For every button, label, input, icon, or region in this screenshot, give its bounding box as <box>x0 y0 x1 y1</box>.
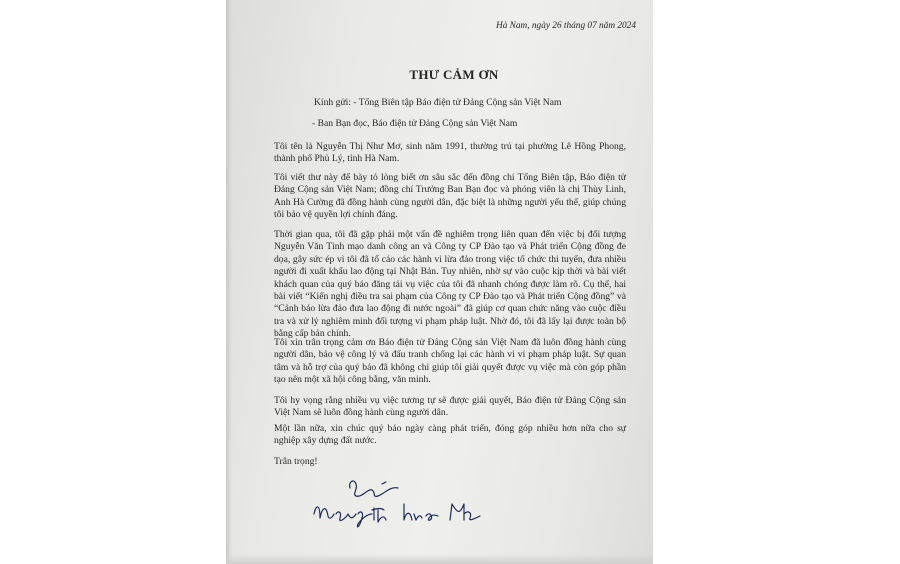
recipient-line-1: Kính gửi: - Tổng Biên tập Báo điện tử Đảng Cộng sản Việt Nam <box>314 97 562 108</box>
paragraph-thanks: Tôi xin trân trọng cảm ơn Báo điện tử Đảng Cộng sản Việt Nam đã luôn đồng hành cùng người dân, bảo vệ công lý và đấu tranh chống lại các hành vi vi phạm pháp luật. Sự quan tâm và hỗ trợ của quý báo đã không chỉ giúp tôi giải quyết được vụ việc mà còn góp phần tạo nên một xã hội công bằng, văn minh. <box>274 337 626 386</box>
paragraph-gratitude: Tôi viết thư này để bày tỏ lòng biết ơn sâu sắc đến đồng chí Tổng Biên tập, Báo điện tử Đảng Cộng sản Việt Nam; đồng chí Trưởng Ban Bạn đọc và phóng viên là chị Thùy Linh, Anh Hà Cường đã đồng hành cùng người dân, đặc biệt là những người yếu thế, giúp chúng tôi bảo vệ quyền lợi chính đáng. <box>274 172 626 221</box>
recipient-line-2: - Ban Bạn đọc, Báo điện tử Đảng Cộng sản Việt Nam <box>312 118 518 129</box>
paragraph-incident: Thời gian qua, tôi đã gặp phải một vấn đề nghiêm trọng liên quan đến việc bị đối tượng Nguyễn Văn Tình mạo danh công an và Công ty CP Đào tạo và Phát triển Cộng đồng đe dọa, gây sức ép vì tôi đã tố cáo các hành vi lừa đảo trong việc tổ chức thi tuyển, đưa nhiều người đi xuất khẩu lao động tại Nhật Bản. Tuy nhiên, nhờ sự vào cuộc kịp thời và bài viết khách quan của quý báo đăng tải vụ việc của tôi đã nhanh chóng được làm rõ. Cụ thể, hai bài viết “Kiến nghị điều tra sai phạm của Công ty CP Đào tạo và Phát triển Cộng đồng” và “Cảnh báo lừa đảo đưa lao động đi nước ngoài” đã giúp cơ quan chức năng vào cuộc điều tra và xử lý nghiêm minh đối tượng vi phạm pháp luật. Nhờ đó, tôi đã lấy lại được toàn bộ bằng cấp bản chính. <box>274 229 626 340</box>
paper-shadow-bottom <box>226 554 653 564</box>
paper-shadow-left <box>226 0 232 564</box>
signature-drawing <box>312 474 542 534</box>
closing-text: Trân trọng! <box>274 456 318 467</box>
letter-photo <box>226 0 653 564</box>
letter-date: Hà Nam, ngày 26 tháng 07 năm 2024 <box>496 21 636 31</box>
paragraph-hope: Tôi hy vọng rằng nhiều vụ việc tương tự sẽ được giải quyết, Báo điện tử Đảng Cộng sản Việt Nam sẽ luôn đồng hành cùng người dân. <box>274 395 626 419</box>
letter-title: THƯ CẢM ƠN <box>409 67 499 82</box>
handwritten-signature <box>312 474 542 534</box>
paragraph-wishes: Một lần nữa, xin chúc quý báo ngày càng phát triển, đóng góp nhiều hơn nữa cho sự nghiệp xây dựng đất nước. <box>274 423 626 447</box>
paragraph-introduction: Tôi tên là Nguyễn Thị Như Mơ, sinh năm 1991, thường trú tại phường Lê Hồng Phong, thành phố Phủ Lý, tỉnh Hà Nam. <box>274 141 626 165</box>
